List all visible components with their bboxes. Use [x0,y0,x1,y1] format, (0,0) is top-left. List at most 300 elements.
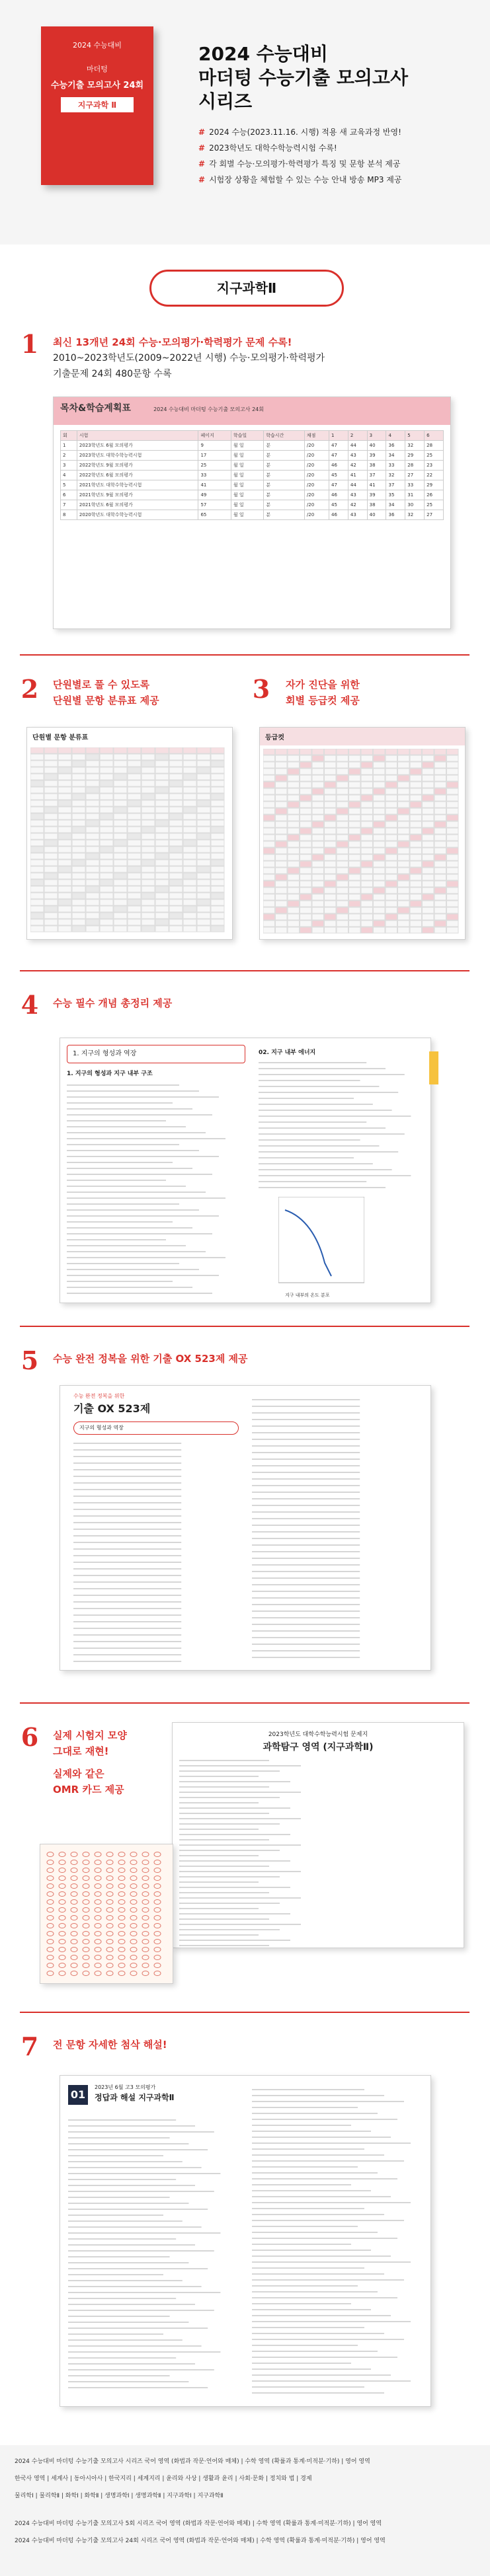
grid-cell [349,901,361,907]
grid-cell [276,927,288,933]
grid-cell [142,853,155,859]
text-line-placeholder [252,2089,364,2090]
grid-cell [44,814,58,819]
ox-panel [60,1385,431,1671]
grid-cell [142,800,155,806]
text-line-placeholder [252,1657,360,1658]
book-cover [41,26,153,185]
grid-cell [410,815,422,821]
text-line-placeholder [252,2184,351,2185]
grid-cell [434,795,446,801]
omr-bubble [154,1963,161,1968]
grid-cell [288,854,300,860]
grid-cell [300,914,312,920]
grid-cell [386,881,397,887]
grid-cell [288,769,300,775]
omr-bubble [106,1971,113,1976]
grid-cell [142,820,155,826]
grid-cell [86,787,99,793]
grid-cell [114,774,127,780]
text-line-placeholder [252,2107,358,2108]
omr-bubble [71,1868,77,1873]
grid-cell [58,847,71,852]
grid-cell [276,868,288,874]
grid-cell [142,767,155,773]
grid-cell [128,906,141,912]
text-line-placeholder [68,2232,220,2234]
text-line-placeholder [252,1518,360,1519]
text-line-placeholder [252,1399,360,1400]
omr-bubble [59,1860,65,1865]
grid-cell [398,835,410,841]
grid-cell [155,767,169,773]
text-line-placeholder [67,1197,225,1199]
text-line-placeholder [179,1765,301,1766]
omr-bubble [71,1852,77,1857]
grid-cell [276,901,288,907]
text-line-placeholder [252,1478,360,1480]
grid-cell [288,788,300,794]
section-1-desc1: 2010~2023학년도(2009~2022년 시행) 수능·모의평가·학력평가 [53,353,325,363]
grid-cell [44,880,58,886]
omr-bubble [154,1868,161,1873]
grid-cell [100,873,113,879]
text-line-placeholder [252,2226,358,2227]
grid-cell [423,914,434,920]
grid-cell [423,901,434,907]
exam-header: 2023학년도 대학수학능력시험 문제지 [268,1731,368,1738]
grid-cell [72,840,85,846]
grid-cell [300,894,312,900]
text-line-placeholder [252,1465,360,1466]
exam-title: 과학탐구 영역 (지구과학Ⅱ) [263,1742,374,1753]
footer-line: 한국사 영역 | 세계사 | 동아시아사 | 한국지리 | 세계지리 | 윤리와 사상 | 생활과 윤리 | 사회·문화 | 정치와 법 | 경제 [15,2476,312,2482]
grid-cell [183,866,196,872]
grid-cell [114,807,127,813]
text-line-placeholder [68,2328,208,2329]
text-line-placeholder [259,1092,398,1093]
grid-cell [325,782,337,788]
text-line-placeholder [259,1157,354,1158]
omr-bubble [95,1892,101,1897]
grid-cell [169,880,183,886]
grid-cell [300,795,312,801]
grid-cell [386,894,397,900]
grid-cell [44,899,58,905]
grid-cell [374,821,386,827]
text-line-placeholder [252,1644,360,1645]
grid-cell [410,848,422,854]
omr-bubble [83,1948,89,1952]
text-line-placeholder [73,1581,181,1583]
grid-cell [337,874,348,880]
grid-cell [374,802,386,808]
grid-cell [211,847,224,852]
grid-cell [72,833,85,839]
grid-cell [447,821,459,827]
grid-cell [361,769,373,775]
grid-cell [72,899,85,905]
grid-cell [434,749,446,755]
grid-cell [386,795,397,801]
grid-cell [300,901,312,907]
grid-cell [142,774,155,780]
grid-cell [58,754,71,760]
grid-cell [447,901,459,907]
grid-cell [349,755,361,761]
omr-card [40,1844,173,1984]
text-line-placeholder [259,1175,411,1176]
grid-cell [386,808,397,814]
grid-cell [398,888,410,893]
grid-cell [155,926,169,932]
grid-cell [276,828,288,834]
grid-cell [72,926,85,932]
grid-cell [72,873,85,879]
grid-cell [386,815,397,821]
text-line-placeholder [179,1770,280,1772]
grid-cell [374,921,386,927]
text-line-placeholder [73,1489,181,1490]
grid-cell [361,821,373,827]
grid-cell [100,827,113,833]
grid-cell [312,854,324,860]
grid-cell [337,894,348,900]
grid-cell [288,888,300,893]
grid-cell [300,861,312,867]
grid-cell [211,814,224,819]
omr-bubble [95,1940,101,1944]
grid-cell [44,827,58,833]
grid-cell [288,848,300,854]
text-line-placeholder [252,2374,391,2376]
text-line-placeholder [179,1908,259,1909]
grid-cell [374,894,386,900]
grid-cell [288,815,300,821]
grid-cell [114,913,127,919]
text-line-placeholder [68,2250,214,2252]
text-line-placeholder [252,1525,360,1526]
grid-cell [183,761,196,767]
grid-cell [447,835,459,841]
text-line-placeholder [67,1245,186,1246]
omr-bubble [142,1924,149,1928]
toc-row: 5 2021학년도 대학수학능력시험 41 월 일 분 /20 47 44 41 37 33 29 [61,480,444,490]
grid-cell [312,788,324,794]
grid-cell [398,775,410,781]
section-3-number: 3 [252,674,270,704]
grid-cell [128,880,141,886]
grid-cell [447,749,459,755]
grid-cell [398,854,410,860]
grid-cell [386,755,397,761]
grid-cell [263,835,275,841]
grid-cell [434,874,446,880]
grid-cell [211,780,224,786]
text-line-placeholder [179,1802,259,1803]
grid-cell [128,747,141,753]
grid-cell [276,894,288,900]
text-line-placeholder [68,2345,202,2347]
grid-cell [72,761,85,767]
grid-cell [447,881,459,887]
text-line-placeholder [252,2303,351,2304]
text-line-placeholder [179,1934,259,1936]
grid-cell [30,754,44,760]
grid-cell [374,762,386,768]
omr-bubble [59,1948,65,1952]
grid-cell [197,780,210,786]
grid-cell [398,907,410,913]
grid-cell [288,762,300,768]
grid-cell [337,821,348,827]
grid-cell [142,840,155,846]
text-line-placeholder [252,2327,364,2328]
text-line-placeholder [68,2292,220,2293]
grid-cell [155,847,169,852]
text-line-placeholder [179,1876,280,1877]
omr-bubble [59,1876,65,1881]
grid-cell [337,769,348,775]
text-line-placeholder [73,1621,181,1622]
grid-cell [447,848,459,854]
grid-cell [300,788,312,794]
grid-cell [72,747,85,753]
grid-cell [155,807,169,813]
omr-bubble [118,1876,125,1881]
text-line-placeholder [67,1251,206,1252]
section-5-title: 수능 완전 정복을 위한 기출 OX 523제 제공 [53,1353,248,1365]
grid-cell [197,807,210,813]
text-line-placeholder [252,2142,411,2144]
text-line-placeholder [179,1860,290,1862]
grid-cell [263,749,275,755]
grid-cell [128,787,141,793]
grid-cell [374,769,386,775]
text-line-placeholder [67,1138,225,1139]
grid-cell [197,906,210,912]
grid-cell [86,827,99,833]
check-icon: # [198,175,206,184]
grid-cell [263,755,275,761]
grid-cell [128,919,141,925]
grid-cell [114,893,127,899]
grid-cell [30,919,44,925]
grid-cell [337,782,348,788]
grid-cell [30,820,44,826]
grid-cell [325,755,337,761]
text-line-placeholder [259,1181,366,1182]
grid-cell [155,774,169,780]
grid-cell [312,921,324,927]
text-line-placeholder [252,1637,360,1638]
omr-bubble [71,1884,77,1889]
omr-bubble [47,1892,54,1897]
grid-cell [410,854,422,860]
grid-cell [349,861,361,867]
grid-cell [447,755,459,761]
grid-cell [276,795,288,801]
grid-cell [128,820,141,826]
text-line-placeholder [73,1595,181,1596]
grid-cell [410,861,422,867]
omr-bubble [106,1932,113,1936]
grid-cell [30,833,44,839]
omr-bubble [83,1908,89,1913]
grid-cell [386,835,397,841]
grid-cell [197,866,210,872]
text-line-placeholder [252,1505,360,1506]
omr-bubble [154,1924,161,1928]
grid-cell [86,761,99,767]
grid-cell [114,840,127,846]
text-line-placeholder [73,1628,181,1629]
grid-cell [44,761,58,767]
grid-cell [169,840,183,846]
grid-cell [361,888,373,893]
omr-bubble [142,1948,149,1952]
text-line-placeholder [67,1233,212,1234]
grid-cell [325,921,337,927]
grid-cell [114,833,127,839]
omr-bubble [95,1916,101,1920]
text-line-placeholder [259,1187,386,1188]
grid-cell [58,787,71,793]
grid-cell [337,841,348,847]
omr-bubble [154,1908,161,1913]
grid-cell [361,749,373,755]
grid-cell [211,853,224,859]
concept-subtitle: 1. 지구의 형성과 지구 내부 구조 [67,1071,153,1077]
text-line-placeholder [67,1102,173,1104]
text-line-placeholder [73,1608,181,1609]
grid-cell [128,807,141,813]
text-line-placeholder [67,1084,179,1086]
grid-cell [100,899,113,905]
text-line-placeholder [259,1116,411,1117]
text-line-placeholder [259,1133,405,1135]
omr-bubble [106,1852,113,1857]
grid-cell [434,881,446,887]
grid-cell [58,767,71,773]
grid-cell [423,874,434,880]
grid-cell [128,886,141,892]
grid-cell [447,874,459,880]
grid-cell [386,888,397,893]
text-line-placeholder [67,1174,212,1175]
text-line-placeholder [252,1544,360,1546]
grid-cell [263,901,275,907]
grid-cell [58,919,71,925]
grid-cell [155,747,169,753]
omr-bubble [83,1868,89,1873]
unit-panel [26,727,233,940]
grid-cell [288,835,300,841]
grid-cell [300,828,312,834]
text-line-placeholder [179,1855,259,1856]
grid-cell [386,874,397,880]
text-line-placeholder [252,2244,351,2245]
grid-cell [374,881,386,887]
grid-cell [423,788,434,794]
text-line-placeholder [68,2215,163,2216]
grid-cell [155,873,169,879]
grid-cell [142,827,155,833]
omr-bubble [106,1924,113,1928]
grid-cell [276,755,288,761]
text-line-placeholder [67,1293,212,1294]
grid-cell [155,827,169,833]
omr-bubble [118,1868,125,1873]
grid-cell [312,901,324,907]
text-line-placeholder [252,1591,360,1592]
grid-cell [386,821,397,827]
text-line-placeholder [67,1203,179,1205]
omr-bubble [142,1940,149,1944]
grid-cell [434,888,446,893]
omr-bubble [83,1852,89,1857]
grid-cell [386,848,397,854]
concept-left-lines [67,1080,239,1299]
grid-cell [300,815,312,821]
exam-content [179,1756,457,1948]
grid-cell [423,927,434,933]
grid-cell [447,828,459,834]
grid-cell [300,868,312,874]
grid-cell [410,868,422,874]
text-line-placeholder [68,2244,195,2246]
grid-cell [386,762,397,768]
grid-cell [263,894,275,900]
omr-bubble [71,1955,77,1960]
text-line-placeholder [252,2345,358,2346]
grid-cell [100,807,113,813]
grid-cell [398,921,410,927]
text-line-placeholder [179,1924,301,1925]
grid-cell [44,866,58,872]
grid-cell [374,848,386,854]
grid-cell [128,860,141,866]
text-line-placeholder [252,2386,364,2388]
grid-cell [398,788,410,794]
grid-cell [58,761,71,767]
text-line-placeholder [68,2262,188,2263]
grid-cell [86,860,99,866]
section-3-title2: 회별 등급컷 제공 [286,695,360,706]
concept-panel [60,1038,431,1303]
grid-cell [142,906,155,912]
grid-cell [423,907,434,913]
omr-bubble [59,1916,65,1920]
grid-cell [410,888,422,893]
grid-cell [183,886,196,892]
omr-bubble [59,1932,65,1936]
grid-cell [434,821,446,827]
grid-cell [423,755,434,761]
grid-cell [58,827,71,833]
text-line-placeholder [73,1476,181,1477]
text-line-placeholder [179,1818,301,1819]
text-line-placeholder [179,1918,269,1920]
text-line-placeholder [68,2310,214,2311]
grid-cell [263,874,275,880]
grid-cell [349,854,361,860]
grid-cell [325,874,337,880]
grid-cell [30,761,44,767]
section-6-title4: OMR 카드 제공 [53,1784,124,1796]
grid-cell [349,775,361,781]
grid-cell [86,780,99,786]
